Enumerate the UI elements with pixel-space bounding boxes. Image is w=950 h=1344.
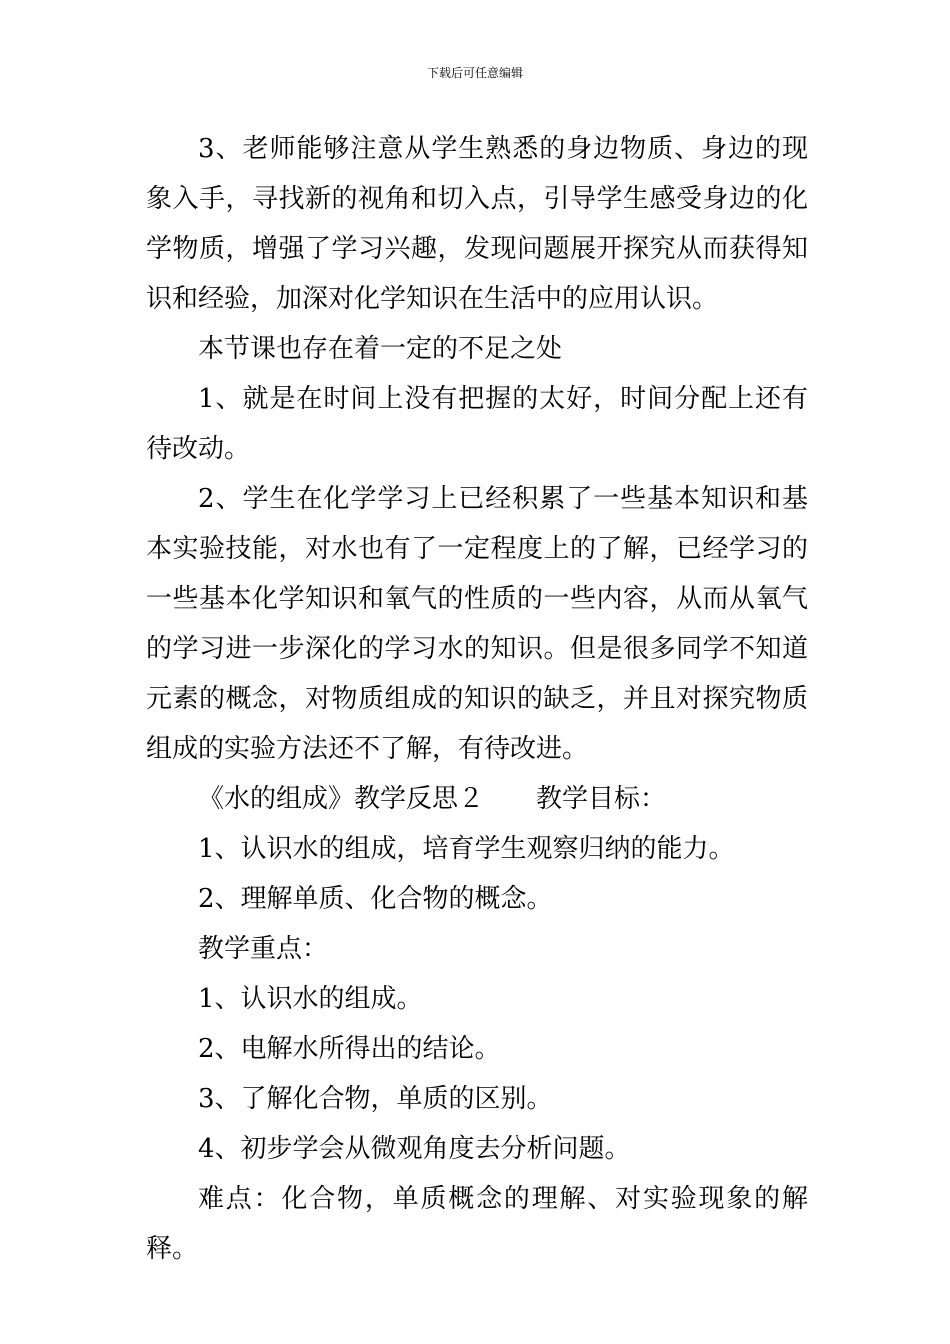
key-point-item: 2、电解水所得出的结论。: [198, 1034, 501, 1064]
paragraph-reflection-3: 3、老师能够注意从学生熟悉的身边物质、身边的现象入手，寻找新的视角和切入点，引导学生感受身边的化学物质，增强了学习兴趣，发现问题展开探究从而获得知识和经验，加深对化学知识在生活中的应用认识。: [146, 134, 808, 314]
key-point-item: 3、了解化合物，单质的区别。: [198, 1084, 553, 1114]
section-heading: [146, 774, 808, 824]
difficulty-paragraph: 难点：化合物，单质概念的理解、对实验现象的解释。: [146, 1184, 808, 1264]
section-title: 《水的组成》教学反思２: [198, 784, 485, 814]
key-point-item: 1、认识水的组成。: [198, 984, 423, 1014]
paragraph-shortcomings-intro: 本节课也存在着一定的不足之处: [198, 334, 563, 364]
goal-item: 2、理解单质、化合物的概念。: [198, 884, 553, 914]
goal-item: 1、认识水的组成，培育学生观察归纳的能力。: [198, 834, 735, 864]
section-goals-label: 教学目标：: [536, 784, 667, 814]
paragraph-shortcoming-2: 2、学生在化学学习上已经积累了一些基本知识和基本实验技能，对水也有了一定程度上的了解，已经学习的一些基本化学知识和氧气的性质的一些内容，从而从氧气的学习进一步深化的学习水的知识。但是很多同学不知道元素的概念，对物质组成的知识的缺乏，并且对探究物质组成的实验方法还不了解，有待改进。: [146, 484, 808, 764]
paragraph-shortcoming-1: 1、就是在时间上没有把握的太好，时间分配上还有待改动。: [146, 384, 808, 464]
page-header: 下载后可任意编辑: [426, 66, 523, 80]
document-body: [146, 124, 808, 1274]
key-points-heading: 教学重点：: [198, 934, 329, 964]
key-point-item: 4、初步学会从微观角度去分析问题。: [198, 1134, 631, 1164]
